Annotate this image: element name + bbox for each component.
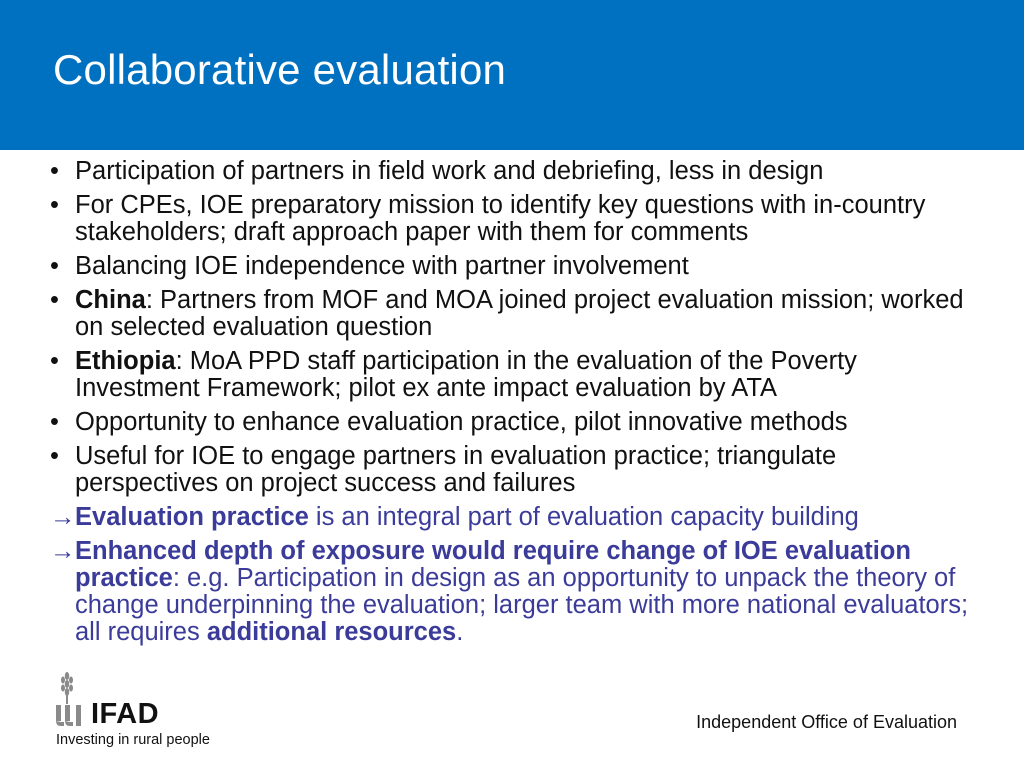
bullet-item-ethiopia <box>50 348 980 402</box>
conclusion-bold: Evaluation practice <box>75 503 309 531</box>
ifad-wheat-figure-icon <box>54 668 94 730</box>
bullet-text: Balancing IOE independence with partner involvement <box>75 252 689 280</box>
bullet-item-china <box>50 287 980 341</box>
footer-office-name: Independent Office of Evaluation <box>696 712 957 732</box>
conclusion-bold-end: additional resources <box>206 618 457 646</box>
conclusion-text: is an integral part of evaluation capacity building <box>308 503 859 531</box>
bullet-marker: • <box>50 252 59 280</box>
bullet-bold-label: China <box>75 286 146 314</box>
ifad-logo <box>54 668 244 758</box>
bullet-item <box>50 192 980 246</box>
conclusion-bold: Enhanced depth of exposure would require change of IOE evaluation practice <box>75 537 911 592</box>
bullet-text: Participation of partners in field work and debriefing, less in design <box>75 157 824 185</box>
conclusion-end: . <box>456 618 464 646</box>
bullet-item <box>50 443 980 497</box>
bullet-marker: • <box>50 347 59 375</box>
slide-title: Collaborative evaluation <box>53 46 507 93</box>
bullet-bold-label: Ethiopia <box>75 347 176 375</box>
bullet-item <box>50 253 980 280</box>
conclusion-item <box>50 538 980 646</box>
bullet-item <box>50 158 980 185</box>
bullet-marker: • <box>50 408 59 436</box>
slide-body <box>50 158 980 653</box>
header-band <box>0 0 1024 150</box>
bullet-marker: • <box>50 286 59 314</box>
bullet-text: Useful for IOE to engage partners in evaluation practice; triangulate perspectives on project success and failures <box>75 442 837 497</box>
bullet-marker: • <box>50 442 59 470</box>
conclusion-item <box>50 504 980 531</box>
bullet-text: For CPEs, IOE preparatory mission to identify key questions with in-country stakeholders; draft approach paper with them for comments <box>75 191 926 246</box>
logo-wordmark: IFAD <box>91 698 160 730</box>
bullet-text: Opportunity to enhance evaluation practice, pilot innovative methods <box>75 408 848 436</box>
conclusion-text: : e.g. Participation in design as an opportunity to unpack the theory of change underpinning the evaluation; larger team with more national evaluators; all requires <box>75 564 969 646</box>
bullet-marker: • <box>50 191 59 219</box>
bullet-marker: • <box>50 157 59 185</box>
arrow-icon: → <box>50 503 76 531</box>
bullet-text: : Partners from MOF and MOA joined project evaluation mission; worked on selected evaluation question <box>75 286 964 341</box>
logo-tagline: Investing in rural people <box>56 732 210 748</box>
bullet-text: : MoA PPD staff participation in the evaluation of the Poverty Investment Framework; pilot ex ante impact evaluation by ATA <box>75 347 857 402</box>
bullet-item <box>50 409 980 436</box>
arrow-icon: → <box>50 537 76 565</box>
